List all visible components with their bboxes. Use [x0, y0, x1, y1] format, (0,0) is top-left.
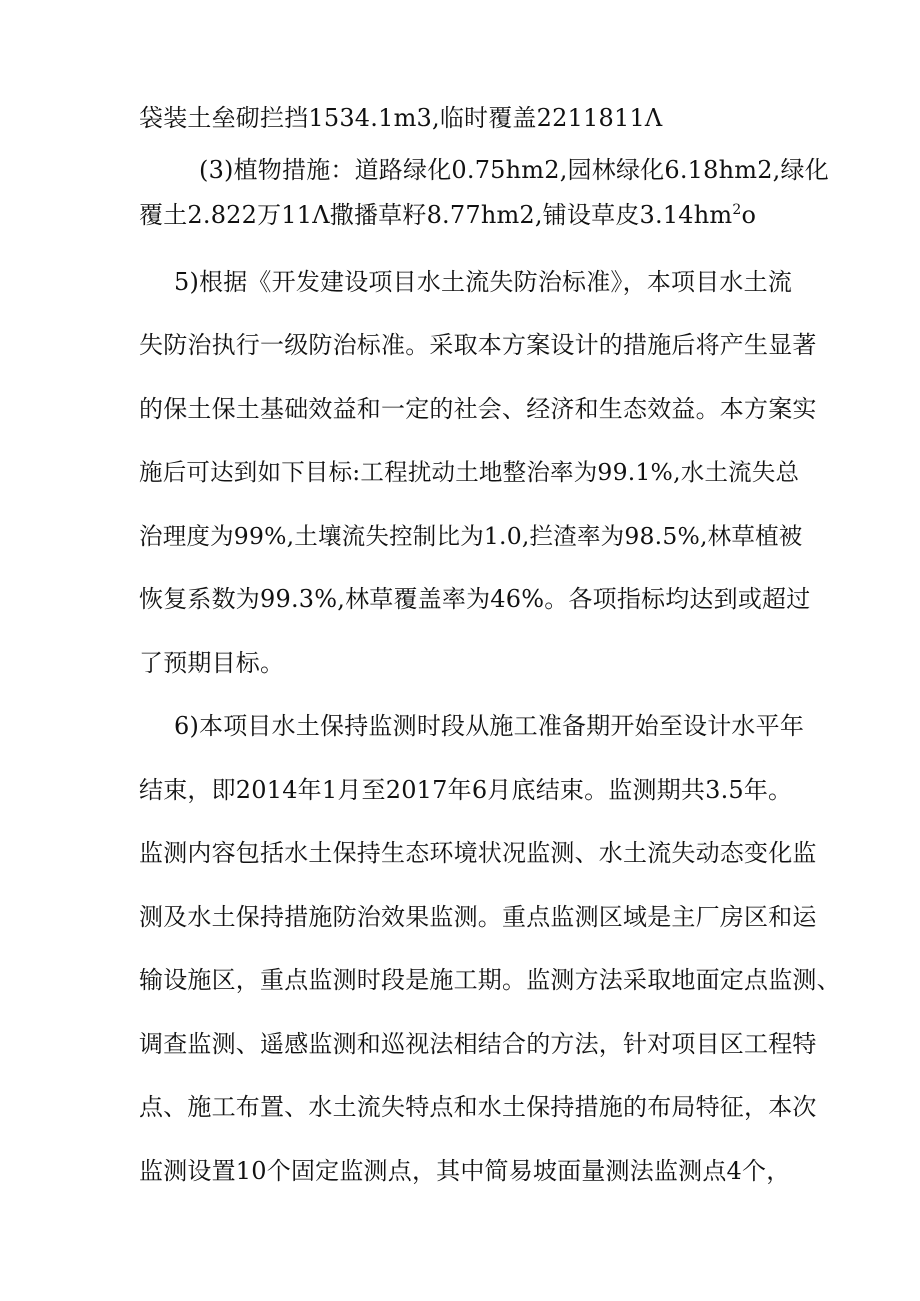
- text-line-3-main: 覆土2.822万11Λ撒播草籽8.77hm2,铺设草皮3.14hm: [139, 201, 733, 229]
- text-line-3: [139, 200, 756, 230]
- text-line-8: 治理度为99%,土壤流失控制比为1.0,拦渣率为98.5%,林草植被: [139, 522, 803, 550]
- text-line-15: 输设施区，重点监测时段是施工期。监测方法采取地面定点监测、: [139, 966, 841, 994]
- text-line-5: 失防治执行一级防治标准。采取本方案设计的措施后将产生显著: [139, 331, 817, 359]
- text-line-10: 了预期目标。: [139, 649, 285, 677]
- text-line-1: 袋装土垒砌拦挡1534.1m3,临时覆盖2211811Λ: [139, 104, 663, 132]
- text-line-4: 5)根据《开发建设项目水土流失防治标准》，本项目水土流: [174, 268, 793, 296]
- superscript-two: 2: [732, 202, 742, 218]
- text-line-6: 的保土保土基础效益和一定的社会、经济和生态效益。本方案实: [139, 395, 817, 423]
- text-line-7: 施后可达到如下目标:工程扰动土地整治率为99.1%,水土流失总: [139, 458, 800, 486]
- text-line-13: 监测内容包括水土保持生态环境状况监测、水土流失动态变化监: [139, 839, 817, 867]
- text-line-9: 恢复系数为99.3%,林草覆盖率为46%。各项指标均达到或超过: [139, 585, 811, 613]
- text-line-17: 点、施工布置、水土流失特点和水土保持措施的布局特征，本次: [139, 1093, 817, 1121]
- text-line-11: 6)本项目水土保持监测时段从施工准备期开始至设计水平年: [174, 712, 805, 740]
- text-line-18: 监测设置10个固定监测点，其中简易坡面量测法监测点4个，: [139, 1157, 791, 1185]
- text-line-14: 测及水土保持措施防治效果监测。重点监测区域是主厂房区和运: [139, 903, 817, 931]
- text-line-3-tail: o: [741, 201, 757, 229]
- text-line-16: 调查监测、遥感监测和巡视法相结合的方法，针对项目区工程特: [139, 1030, 817, 1058]
- text-line-12: 结束，即2014年1月至2017年6月底结束。监测期共3.5年。: [139, 776, 793, 804]
- text-line-2: (3)植物措施：道路绿化0.75hm2,园林绿化6.18hm2,绿化: [199, 156, 829, 184]
